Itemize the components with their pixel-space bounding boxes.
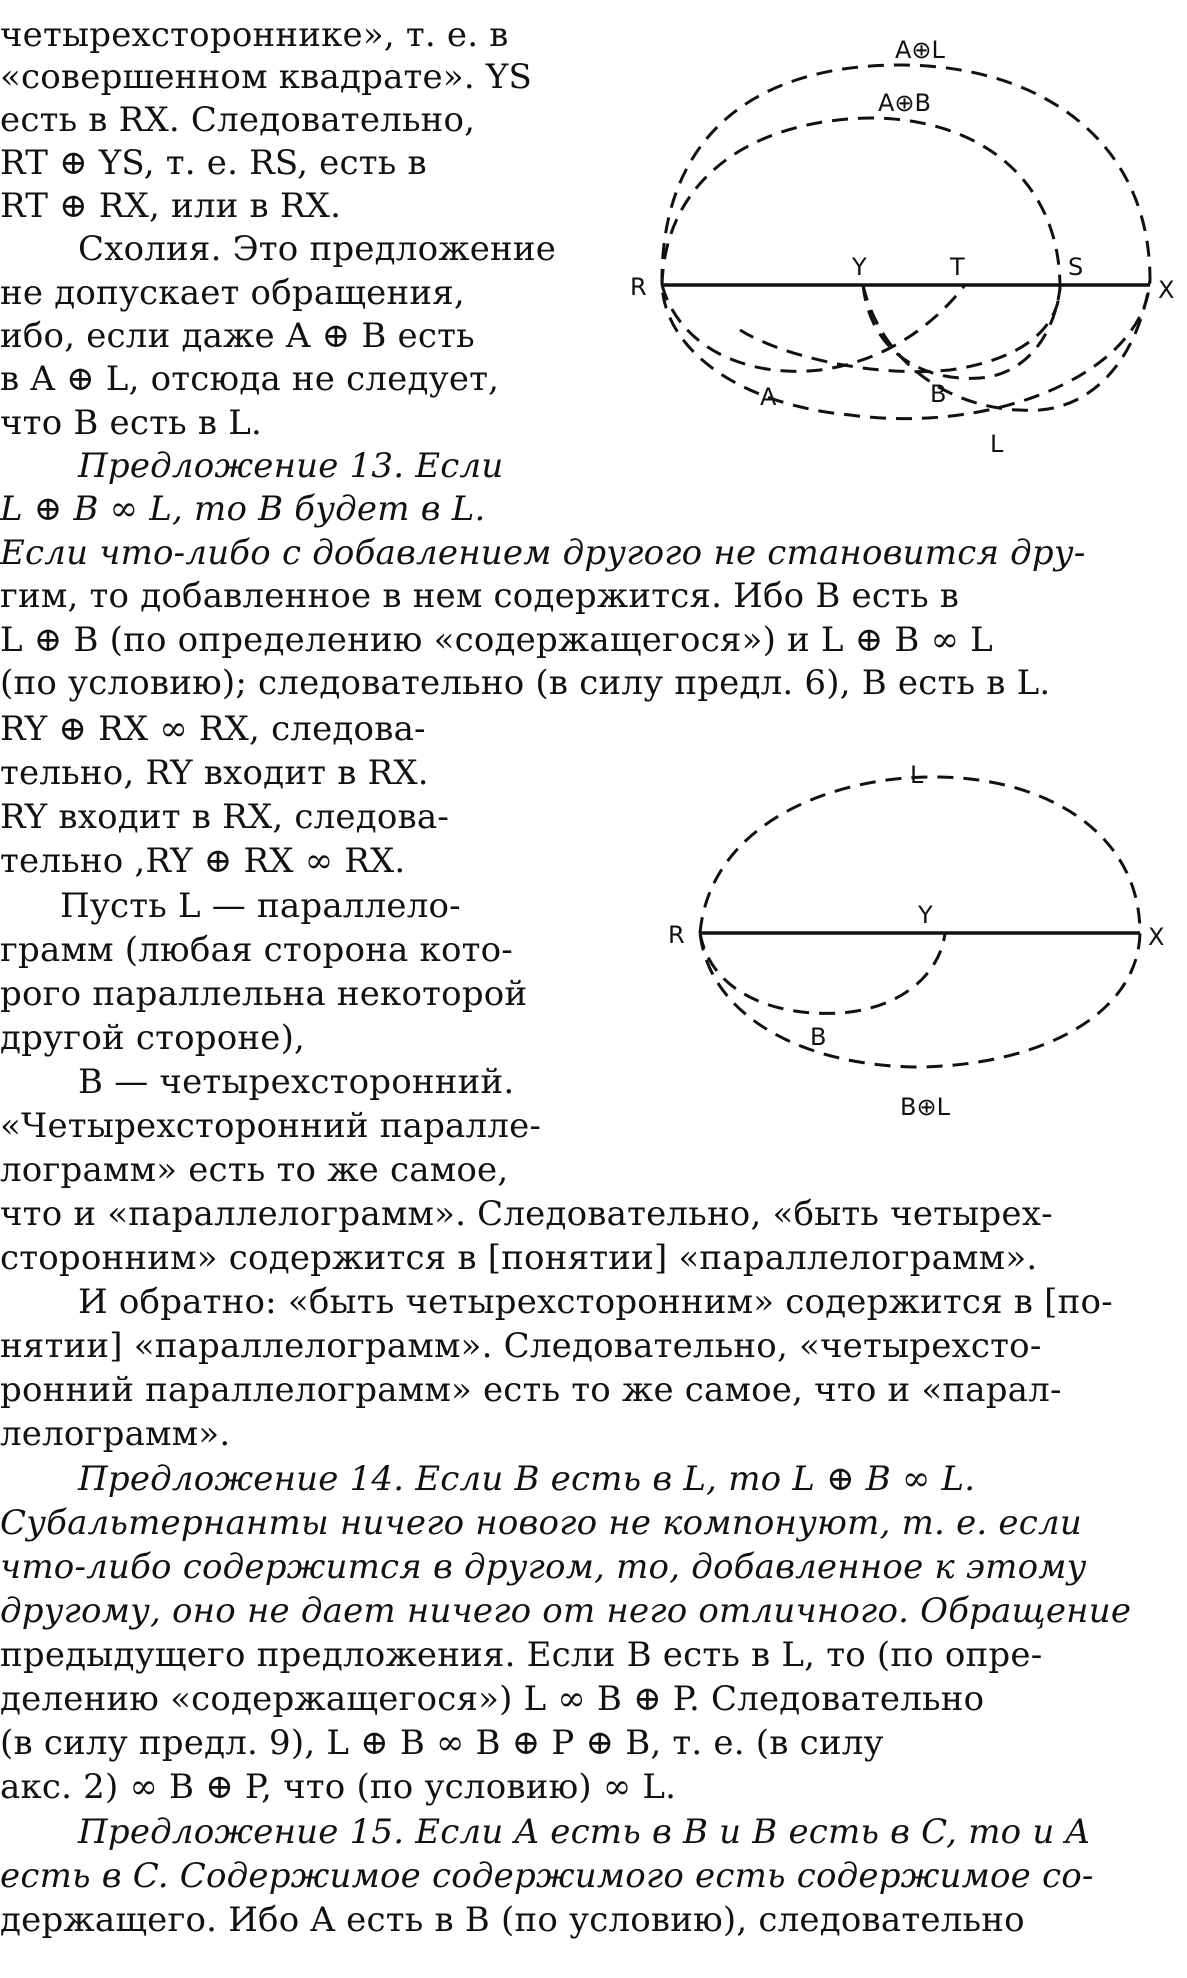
text-line: тельно, RY входит в RX. [0,753,429,793]
arc-L [863,280,1150,410]
text-line: «совершенном квадрате». YS [0,57,533,97]
text-line: что и «параллелограмм». Следовательно, «быть четырех- [0,1194,1053,1234]
text-line: держащего. Ибо A есть в B (по условию), следовательно [0,1900,1025,1940]
text-line: RT ⊕ RX, или в RX. [0,186,342,226]
text-line: Если что-либо с добавлением другого не становится дру- [0,533,1086,573]
text-line: делению «содержащегося») L ∞ B ⊕ P. Следовательно [0,1679,985,1719]
text-line: (по условию); следовательно (в силу предл. 6), B есть в L. [0,663,1051,703]
label-S: S [1068,253,1084,281]
arc-B [700,933,945,1013]
text-line: Пусть L — параллело- [60,886,461,926]
label-Y: Y [918,901,933,929]
text-line: сторонним» содержится в [понятии] «параллелограмм». [0,1238,1038,1278]
text-line: предыдущего предложения. Если B есть в L, то (по опре- [0,1635,1043,1675]
label-B: B [930,380,947,408]
text-line: Субальтернанты ничего нового не компонуют, т. е. если [0,1503,1082,1543]
text-line: что-либо содержится в другом, то, добавленное к этому [0,1547,1087,1587]
text-line: (в силу предл. 9), L ⊕ B ∞ B ⊕ P ⊕ B, т. е. (в силу [0,1723,884,1763]
text-line: в A ⊕ L, отсюда не следует, [0,359,500,399]
text-line: что B есть в L. [0,403,262,443]
text-line: тельно ,RY ⊕ RX ∞ RX. [0,841,406,881]
figure-diagram-2 [660,755,1180,1135]
text-line: RY ⊕ RX ∞ RX, следова- [0,709,426,749]
label-B-plus-L: B⊕L [900,1093,950,1121]
label-A-plus-L: A⊕L [895,36,945,64]
text-line: другой стороне), [0,1018,306,1058]
text-line: четырехстороннике», т. е. в [0,15,509,55]
text-line: лограмм» есть то же самое, [0,1150,509,1190]
text-line: RY входит в RX, следова- [0,797,450,837]
proposition-heading: Предложение 15. Если A есть в B и B есть в C, то и A [78,1812,1091,1852]
text-line: Схолия. Это предложение [78,229,557,269]
text-line: рого параллельна некоторой [0,974,528,1014]
figure-diagram-1 [620,10,1180,460]
text-line: ибо, если даже A ⊕ B есть [0,316,475,356]
text-line: L ⊕ B (по определению «содержащегося») и L ⊕ B ∞ L [0,620,993,660]
inner-ellipse-AB [662,118,1060,372]
text-line: акс. 2) ∞ B ⊕ P, что (по условию) ∞ L. [0,1767,677,1807]
text-line: И обратно: «быть четырехсторонним» содержится в [по- [78,1282,1113,1322]
text-line: B — четырехсторонний. [78,1062,515,1102]
label-Y: Y [852,253,867,281]
proposition-heading: Предложение 13. Если [78,446,504,486]
label-B: B [810,1023,827,1051]
text-line: другому, оно не дает ничего от него отличного. Обращение [0,1591,1132,1631]
text-line: есть в RX. Следовательно, [0,100,476,140]
text-line: нятии] «параллелограмм». Следовательно, «четырехсто- [0,1326,1042,1366]
text-line: гим, то добавленное в нем содержится. Ибо B есть в [0,576,960,616]
text-line: L ⊕ B ∞ L, то B будет в L. [0,489,486,529]
label-X: X [1158,276,1175,304]
text-line: ронний параллелограмм» есть то же самое, что и «парал- [0,1370,1062,1410]
text-line: грамм (любая сторона кото- [0,930,513,970]
arc-B [863,285,1060,378]
label-A-plus-B: A⊕B [878,89,931,117]
proposition-heading: Предложение 14. Если B есть в L, то L ⊕ B ∞ L. [78,1459,976,1499]
label-R: R [630,273,647,301]
text-line: не допускает обращения, [0,273,465,313]
label-L: L [910,761,924,789]
text-line: есть в C. Содержимое содержимого есть содержимое со- [0,1856,1094,1896]
label-A: A [760,383,777,411]
label-R: R [668,921,685,949]
text-line: «Четырехсторонний паралле- [0,1106,542,1146]
label-L: L [990,430,1004,458]
label-T: T [950,253,965,281]
label-X: X [1148,923,1165,951]
text-line: лелограмм». [0,1414,231,1454]
text-line: RT ⊕ YS, т. е. RS, есть в [0,143,427,183]
outer-ellipse-AL [662,65,1150,419]
